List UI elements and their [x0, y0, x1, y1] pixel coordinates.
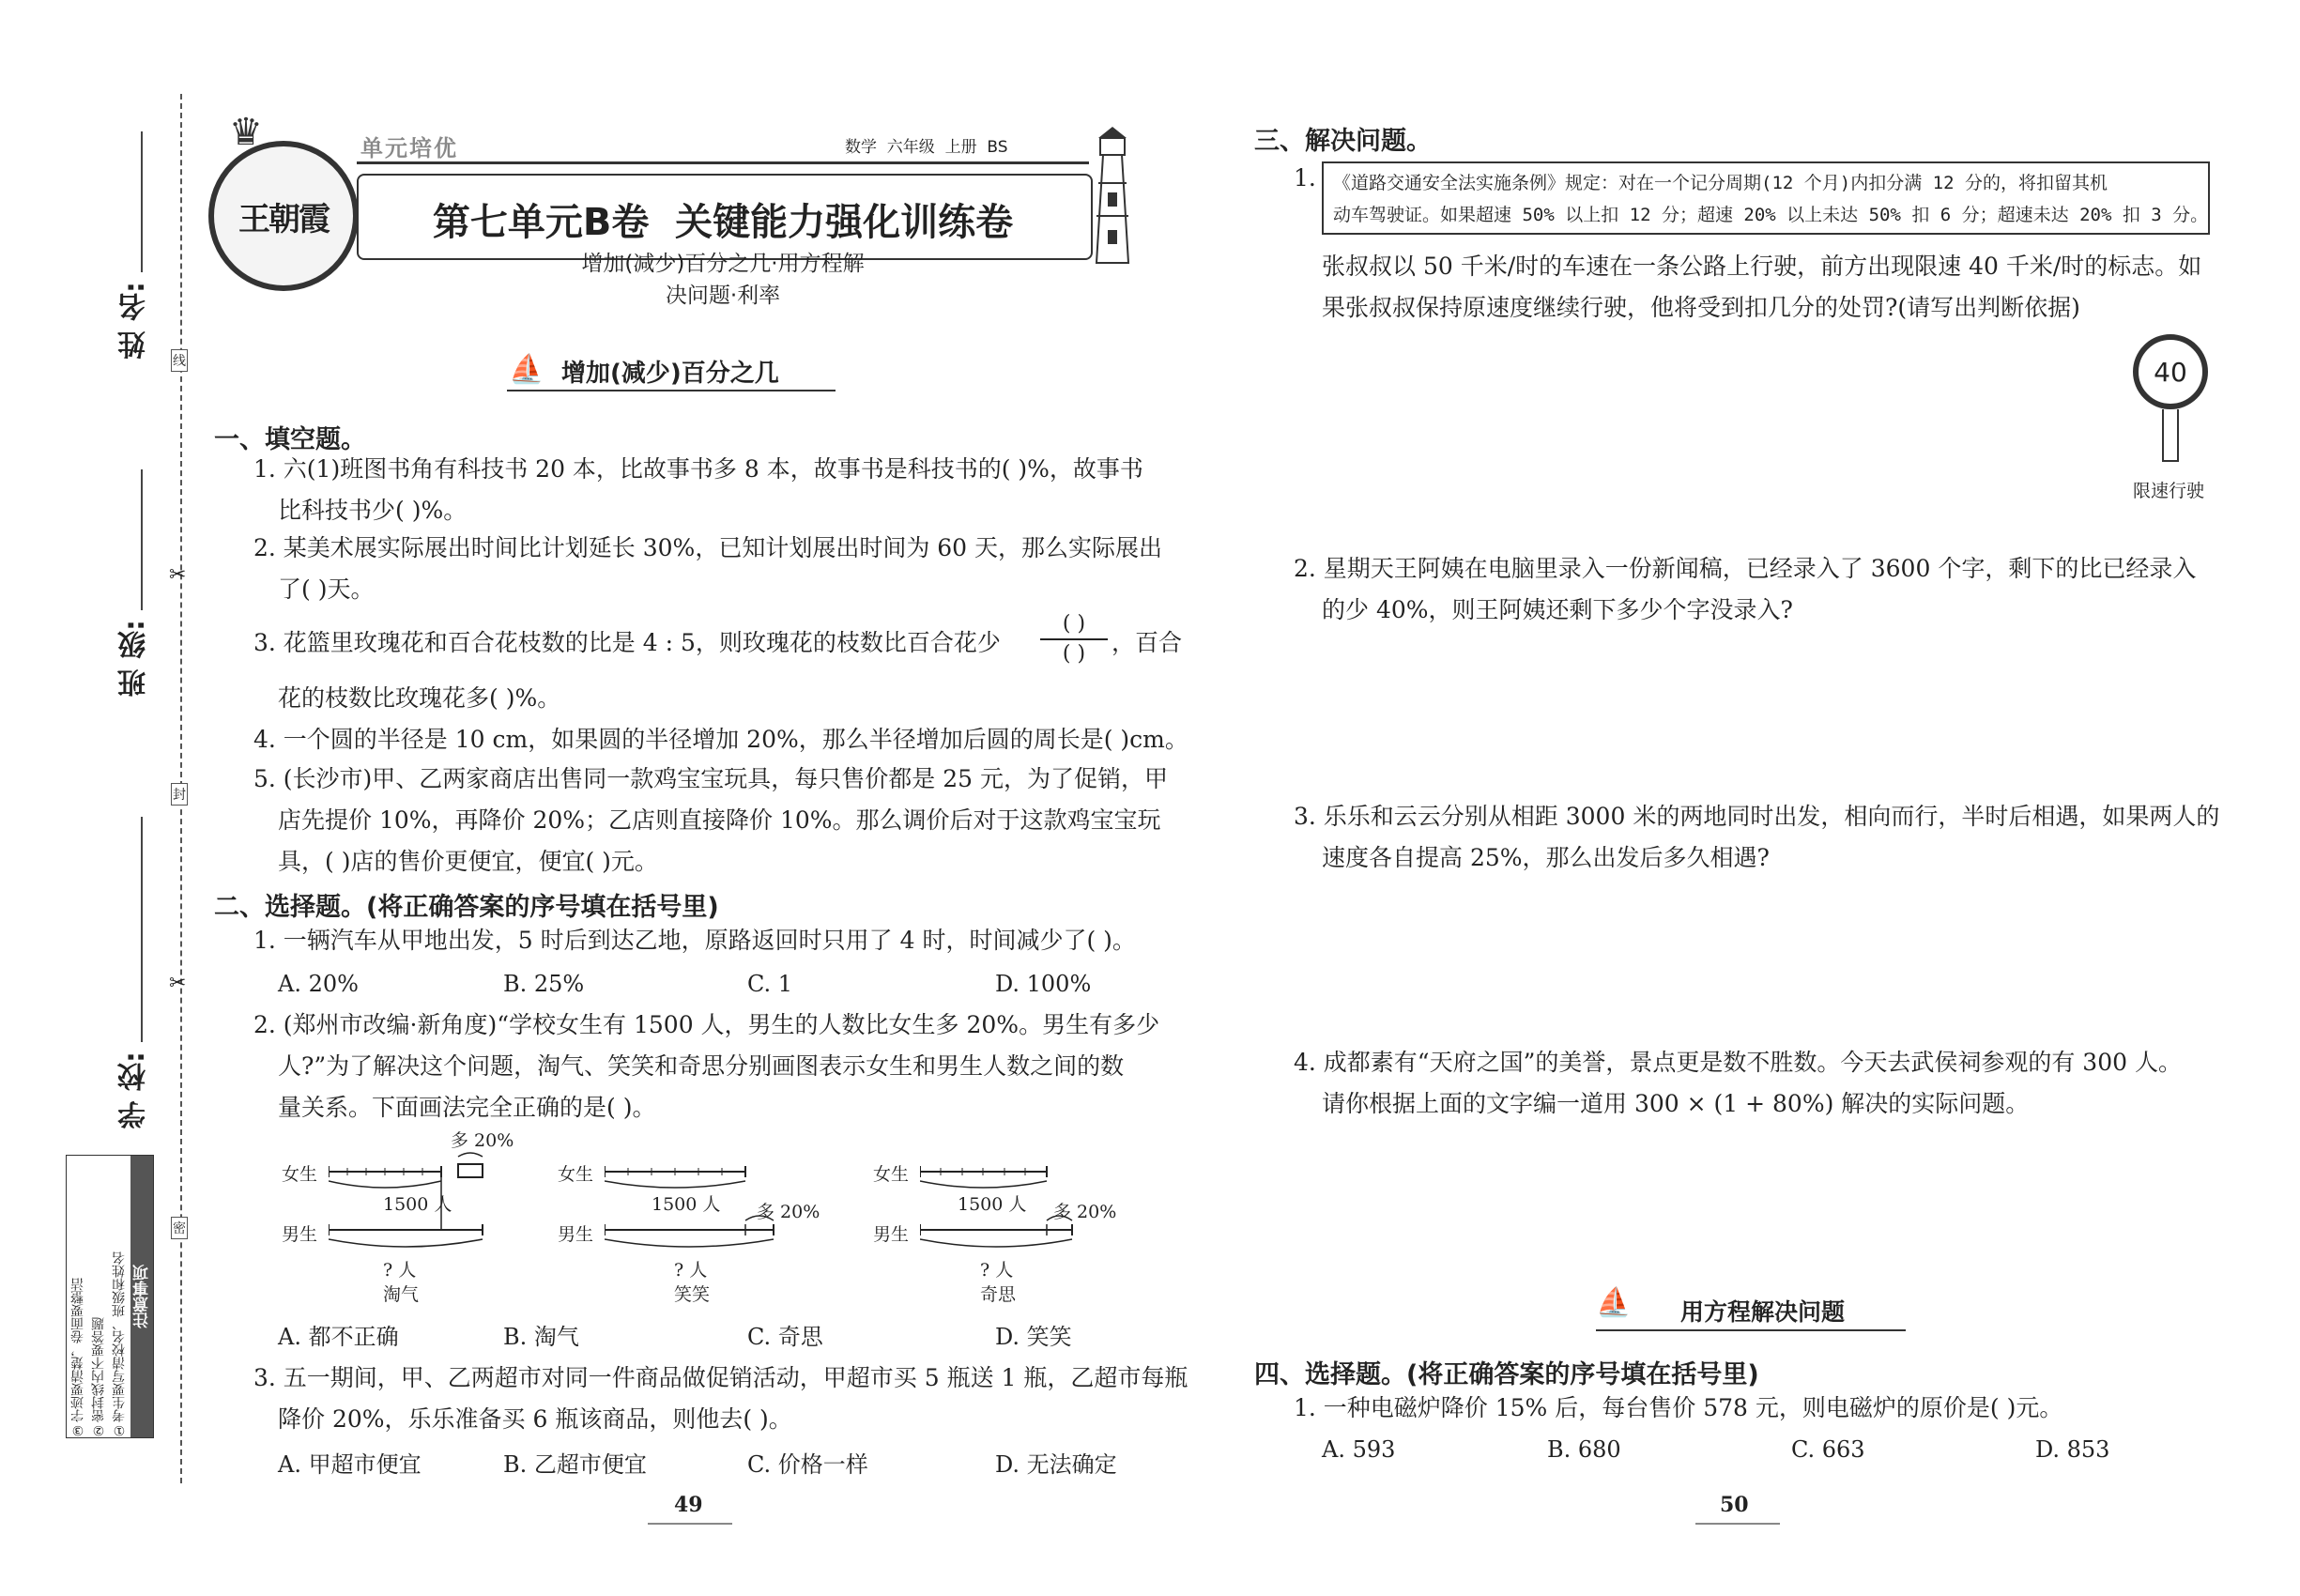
subtitle-1: 增加(减少)百分之几·用方程解 [581, 252, 865, 276]
logo-text: 王朝霞 [238, 200, 329, 238]
diagram-name: 奇思 [980, 1284, 1017, 1305]
option-c[interactable]: C. 1 [747, 971, 793, 997]
question-2-3-cont: 降价 20%，乐乐准备买 6 瓶该商品，则他去( )。 [278, 1405, 792, 1433]
scissors-icon: ✂ [169, 563, 187, 587]
question-3-4-cont: 请你根据上面的文字编一道用 300 × (1 + 80%) 解决的实际问题。 [1322, 1090, 2030, 1117]
banner-rule [1596, 1329, 1906, 1331]
speed-limit-value: 40 [2154, 356, 2187, 388]
option-a[interactable]: A. 593 [1322, 1436, 1396, 1463]
fraction-denominator: ( ) [1062, 642, 1086, 666]
section-banner-right: 用方程解决问题 [1680, 1298, 1846, 1326]
regulation-box [1322, 161, 2210, 235]
diagram-boys-label: 男生 [282, 1224, 318, 1245]
question-3-2: 2. 星期天王阿姨在电脑里录入一份新闻稿，已经录入了 3600 个字，剩下的比已经录入 [1294, 555, 2197, 582]
option-b[interactable]: B. 25% [503, 971, 585, 997]
question-2-3: 3. 五一期间，甲、乙两超市对同一件商品做促销活动，甲超市买 5 瓶送 1 瓶，乙超市每瓶 [253, 1364, 1188, 1391]
question-2-2-cont: 人?”为了解决这个问题，淘气、笑笑和奇思分别画图表示女生和男生人数之间的数 [278, 1052, 1125, 1080]
part1-heading: 一、填空题。 [214, 425, 366, 454]
question-4-1: 1. 一种电磁炉降价 15% 后，每台售价 578 元，则电磁炉的原价是( )元。 [1294, 1394, 2063, 1421]
question-1-5: 5. (长沙市)甲、乙两家商店出售同一款鸡宝宝玩具，每只售价都是 25 元，为了促销，甲 [253, 765, 1169, 792]
option-c[interactable]: C. 价格一样 [747, 1451, 868, 1478]
sailboat-icon: ⛵ [509, 353, 544, 386]
notice-item: ①考生要写清校名、班级和姓名 [112, 1251, 127, 1437]
sign-pole [2162, 409, 2179, 462]
diagram-unknown-label: ? 人 [383, 1260, 417, 1281]
name-field[interactable] [141, 131, 143, 272]
question-3-2-cont: 的少 40%，则王阿姨还剩下多少个字没录入? [1322, 596, 1793, 623]
diagram-count-label: 1500 人 [383, 1194, 452, 1215]
diagram-qisi [873, 1127, 1155, 1305]
part4-heading: 四、选择题。(将正确答案的序号填在括号里) [1254, 1360, 1759, 1389]
cut-mark-3: 密 [171, 1217, 188, 1239]
fraction-blank[interactable] [1040, 610, 1108, 668]
question-1-3-tail: ，百合 [1112, 629, 1183, 656]
question-2-2-cont2: 量关系。下面画法完全正确的是( )。 [278, 1094, 656, 1121]
notice-title: 注意事项 [130, 1156, 153, 1437]
question-3-4: 4. 成都素有“天府之国”的美誉，景点更是数不胜数。今天去武侯祠参观的有 300 人。 [1294, 1049, 2182, 1076]
option-d[interactable]: D. 853 [2035, 1436, 2110, 1463]
diagram-girls-label: 女生 [282, 1164, 318, 1185]
option-b[interactable]: B. 淘气 [503, 1324, 579, 1350]
class-field[interactable] [141, 469, 143, 610]
scissors-icon: ✂ [169, 972, 187, 995]
page-number-right: 50 [1720, 1493, 1749, 1517]
diagram-unknown-label: ? 人 [674, 1260, 708, 1281]
page-title: 第七单元B卷 关键能力强化训练卷 [432, 201, 1014, 244]
question-1-3: 3. 花篮里玫瑰花和百合花枝数的比是 4 : 5，则玫瑰花的枝数比百合花少 [253, 629, 1001, 656]
notice-item: ③字迹要清楚，卷面要整洁 [70, 1278, 85, 1437]
diagram-count-label: 1500 人 [652, 1194, 721, 1215]
question-3-1: 张叔叔以 50 千米/时的车速在一条公路上行驶，前方出现限速 40 千米/时的标志。如 [1322, 253, 2202, 280]
meta-info: 数学 六年级 上册 BS [845, 138, 1008, 157]
page-ornament [1695, 1523, 1780, 1525]
option-a[interactable]: A. 甲超市便宜 [278, 1451, 422, 1478]
question-1-3-cont: 花的枝数比玫瑰花多( )%。 [278, 684, 561, 712]
question-1-4: 4. 一个圆的半径是 10 cm，如果圆的半径增加 20%，那么半径增加后圆的周长是( )cm。 [253, 726, 1188, 753]
section-banner-left: 增加(减少)百分之几 [561, 360, 779, 388]
question-2-2: 2. (郑州市改编·新角度)“学校女生有 1500 人，男生的人数比女生多 20%。男生有多少 [253, 1011, 1160, 1038]
page-number-left: 49 [674, 1493, 703, 1517]
lighthouse-icon [1080, 127, 1145, 268]
diagram-extra-label: 多 20% [757, 1202, 820, 1222]
option-b[interactable]: B. 乙超市便宜 [503, 1451, 647, 1478]
class-label: 班 级: [118, 620, 151, 698]
diagram-boys-label: 男生 [873, 1224, 910, 1245]
regulation-line-1: 《道路交通安全法实施条例》规定：对在一个记分周期(12 个月)内扣分满 12 分的，将扣留其机 [1333, 173, 2108, 193]
speed-limit-caption: 限速行驶 [2133, 481, 2205, 501]
question-1-2: 2. 某美术展实际展出时间比计划延长 30%，已知计划展出时间为 60 天，那么实际展出 [253, 534, 1163, 561]
subtitle-2: 决问题·利率 [665, 284, 781, 308]
page-ornament [648, 1523, 732, 1525]
question-1-1: 1. 六(1)班图书角有科技书 20 本，比故事书多 8 本，故事书是科技书的( )%，故事书 [253, 455, 1143, 483]
banner-rule [507, 390, 836, 391]
publisher-logo [208, 141, 359, 291]
question-3-1-num: 1. [1294, 164, 1316, 192]
fraction-numerator: ( ) [1040, 610, 1108, 640]
question-1-2-cont: 了( )天。 [278, 575, 375, 603]
sailboat-icon: ⛵ [1596, 1286, 1632, 1319]
diagram-name: 笑笑 [674, 1284, 711, 1305]
cut-mark-1: 线 [171, 349, 188, 372]
option-c[interactable]: C. 663 [1791, 1436, 1865, 1463]
part2-heading: 二、选择题。(将正确答案的序号填在括号里) [214, 893, 719, 922]
header-rule [357, 161, 1089, 164]
diagram-taoqi [282, 1127, 526, 1305]
option-a[interactable]: A. 都不正确 [278, 1324, 399, 1350]
question-1-5-cont2: 具，( )店的售价更便宜，便宜( )元。 [278, 848, 658, 875]
option-d[interactable]: D. 100% [995, 971, 1092, 997]
crown-icon: ♛ [229, 111, 263, 154]
diagram-girls-label: 女生 [873, 1164, 910, 1185]
option-d[interactable]: D. 无法确定 [995, 1451, 1117, 1478]
diagram-count-label: 1500 人 [958, 1194, 1027, 1215]
question-2-1: 1. 一辆汽车从甲地出发，5 时后到达乙地，原路返回时只用了 4 时，时间减少了( )。 [253, 927, 1136, 954]
school-field[interactable] [141, 817, 143, 1042]
option-b[interactable]: B. 680 [1547, 1436, 1621, 1463]
school-label: 学 校: [118, 1051, 151, 1129]
diagram-extra-label: 多 20% [451, 1130, 514, 1151]
diagram-name: 淘气 [383, 1284, 420, 1305]
notice-box [66, 1155, 154, 1438]
series-label: 单元培优 [360, 135, 458, 161]
part3-heading: 三、解决问题。 [1254, 127, 1432, 156]
regulation-line-2: 动车驾驶证。如果超速 50% 以上扣 12 分；超速 20% 以上未达 50% 扣 6 分；超速未达 20% 扣 3 分。 [1333, 205, 2209, 225]
notice-item: ②密封线内不要答题 [91, 1317, 106, 1437]
question-1-1-cont: 比科技书少( )%。 [278, 497, 468, 524]
question-3-1-cont: 果张叔叔保持原速度继续行驶，他将受到扣几分的处罚?(请写出判断依据) [1322, 294, 2080, 321]
cut-mark-2: 封 [171, 783, 188, 806]
option-a[interactable]: A. 20% [278, 971, 359, 997]
question-3-3-cont: 速度各自提高 25%，那么出发后多久相遇? [1322, 844, 1770, 871]
diagram-extra-label: 多 20% [1053, 1202, 1117, 1222]
diagram-unknown-label: ? 人 [980, 1260, 1014, 1281]
option-d[interactable]: D. 笑笑 [995, 1324, 1072, 1350]
question-1-5-cont: 店先提价 10%，再降价 20%；乙店则直接降价 10%。那么调价后对于这款鸡宝宝玩 [278, 806, 1161, 834]
speed-limit-sign [2133, 334, 2208, 409]
diagram-boys-label: 男生 [558, 1224, 594, 1245]
diagram-xiaoxiao [558, 1127, 839, 1305]
diagram-girls-label: 女生 [558, 1164, 594, 1185]
option-c[interactable]: C. 奇思 [747, 1324, 823, 1350]
name-label: 姓 名: [118, 282, 151, 360]
question-3-3: 3. 乐乐和云云分别从相距 3000 米的两地同时出发，相向而行，半时后相遇，如果两人的 [1294, 803, 2220, 830]
